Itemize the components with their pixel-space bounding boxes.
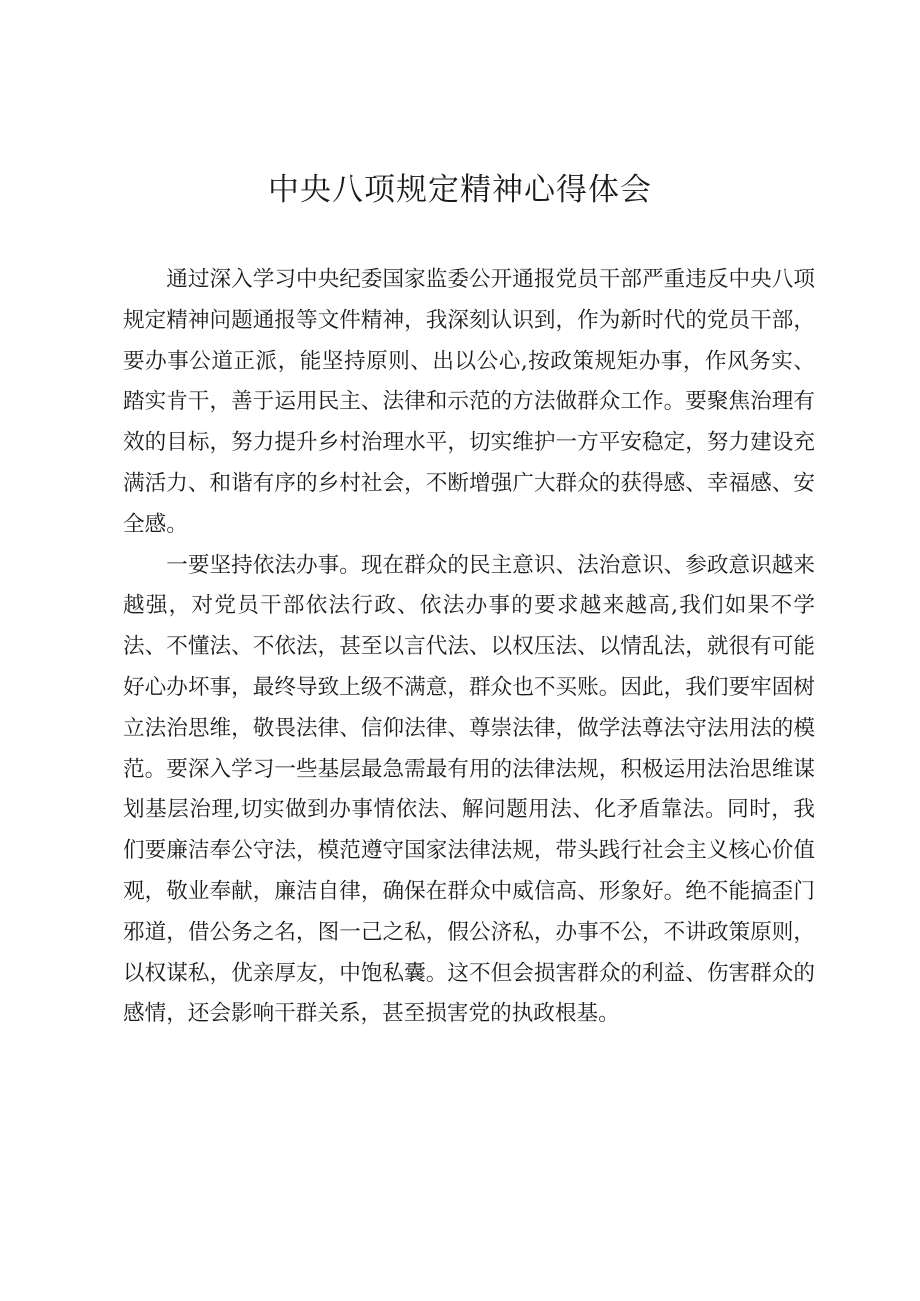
paragraph-rule-of-law: 一要坚持依法办事。现在群众的民主意识、法治意识、参政意识越来越强，对党员干部依法行政、依法办事的要求越来越高,我们如果不学法、不懂法、不依法，甚至以言代法、以权压法、以情乱法，就很有可能好心办坏事，最终导致上级不满意，群众也不买账。因此，我们要牢固树立法治思维，敬畏法律、信仰法律、尊崇法律，做学法尊法守法用法的模范。要深入学习一些基层最急需最有用的法律法规，积极运用法治思维谋划基层治理,切实做到办事情依法、解问题用法、化矛盾靠法。同时，我们要廉洁奉公守法，模范遵守国家法律法规，带头践行社会主义核心价值观，敬业奉献，廉洁自律，确保在群众中威信高、形象好。绝不能搞歪门邪道，借公务之名，图一己之私，假公济私，办事不公，不讲政策原则，以权谋私，优亲厚友，中饱私囊。这不但会损害群众的利益、伤害群众的感情，还会影响干群关系，甚至损害党的执政根基。 <box>123 552 815 1027</box>
document-title: 中央八项规定精神心得体会 <box>268 172 652 208</box>
paragraph-intro: 通过深入学习中央纪委国家监委公开通报党员干部严重违反中央八项规定精神问题通报等文件精神，我深刻认识到，作为新时代的党员干部，要办事公道正派，能坚持原则、出以公心,按政策规矩办事，作风务实、踏实肯干，善于运用民主、法律和示范的方法做群众工作。要聚焦治理有效的目标，努力提升乡村治理水平，切实维护一方平安稳定，努力建设充满活力、和谐有序的乡村社会，不断增强广大群众的获得感、幸福感、安全感。 <box>123 267 815 537</box>
document-body <box>123 260 815 1035</box>
